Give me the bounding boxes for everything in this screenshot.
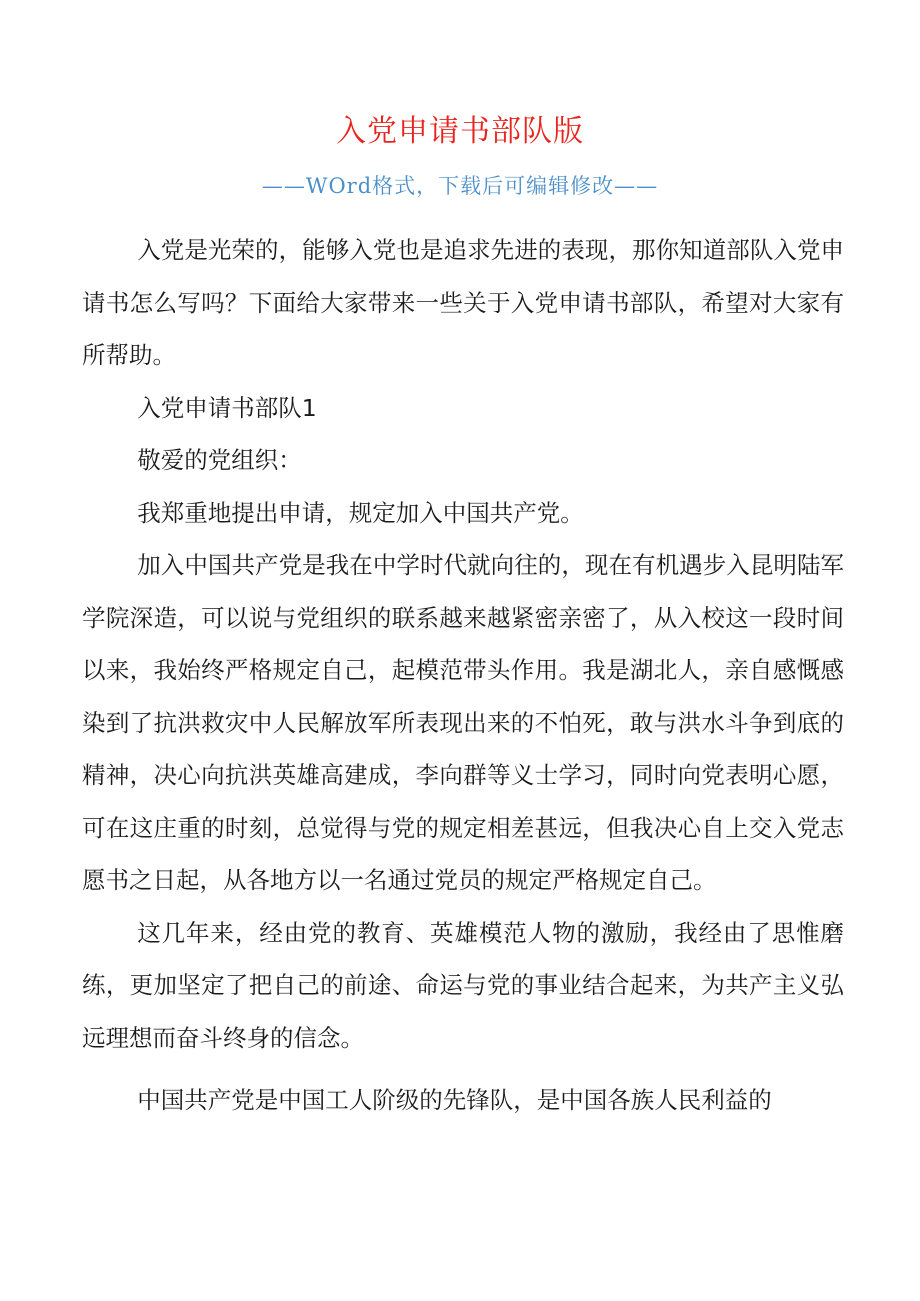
document-subtitle: ——WOrd格式，下载后可编辑修改—— — [261, 174, 659, 198]
document-body — [82, 224, 844, 1127]
body-paragraph: 加入中国共产党是我在中学时代就向往的，现在有机遇步入昆明陆军学院深造，可以说与党组织的联系越来越紧密亲密了，从入校这一段时间以来，我始终严格规定自己，起模范带头作用。我是湖北人，亲自感慨感染到了抗洪救灾中人民解放军所表现出来的不怕死，敢与洪水斗争到底的精神，决心向抗洪英雄高建成，李向群等义士学习，同时向党表明心愿，可在这庄重的时刻，总觉得与党的规定相差甚远，但我决心自上交入党志愿书之日起，从各地方以一名通过党员的规定严格规定自己。 — [82, 551, 844, 894]
body-paragraph: 这几年来，经由党的教育、英雄模范人物的激励，我经由了思惟磨练，更加坚定了把自己的前途、命运与党的事业结合起来，为共产主义弘远理想而奋斗终身的信念。 — [82, 918, 844, 1052]
body-paragraph: 我郑重地提出申请，规定加入中国共产党。 — [137, 498, 584, 527]
section-heading: 入党申请书部队1 — [137, 393, 317, 422]
salutation: 敬爱的党组织： — [137, 446, 302, 474]
body-paragraph: 中国共产党是中国工人阶级的先锋队，是中国各族人民利益的 — [137, 1086, 772, 1114]
intro-paragraph: 入党是光荣的，能够入党也是追求先进的表现，那你知道部队入党申请书怎么写吗？下面给大家带来一些关于入党申请书部队，希望对大家有所帮助。 — [82, 236, 844, 369]
document-title: 入党申请书部队版 — [336, 114, 584, 149]
